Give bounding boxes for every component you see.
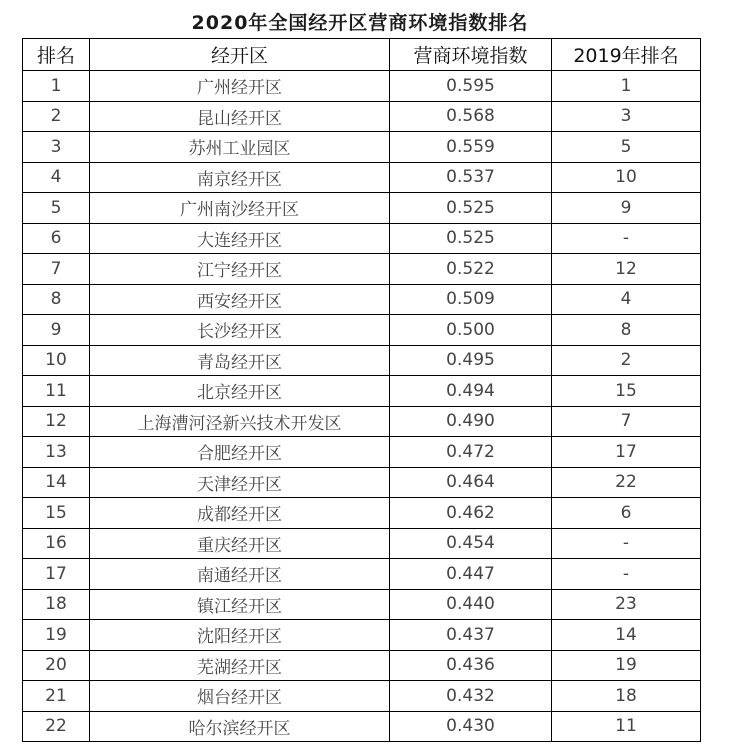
cell-rank-2019: 3 <box>552 101 701 132</box>
cell-rank: 21 <box>23 681 90 712</box>
cell-index: 0.472 <box>390 437 552 468</box>
cell-index: 0.559 <box>390 132 552 163</box>
table-row <box>23 71 701 102</box>
table-row <box>23 132 701 163</box>
cell-rank: 7 <box>23 254 90 285</box>
ranking-table <box>22 38 701 742</box>
table-row <box>23 345 701 376</box>
cell-index: 0.522 <box>390 254 552 285</box>
cell-index: 0.454 <box>390 528 552 559</box>
cell-rank: 14 <box>23 467 90 498</box>
header-rank: 排名 <box>23 39 90 71</box>
cell-zone: 重庆经开区 <box>90 528 390 559</box>
table-row <box>23 376 701 407</box>
table-row <box>23 467 701 498</box>
cell-index: 0.462 <box>390 498 552 529</box>
table-row <box>23 284 701 315</box>
table-header-row <box>23 39 701 71</box>
cell-index: 0.432 <box>390 681 552 712</box>
cell-rank: 2 <box>23 101 90 132</box>
cell-rank: 13 <box>23 437 90 468</box>
cell-index: 0.494 <box>390 376 552 407</box>
cell-rank-2019: 5 <box>552 132 701 163</box>
header-index: 营商环境指数 <box>390 39 552 71</box>
table-row <box>23 711 701 742</box>
cell-rank: 16 <box>23 528 90 559</box>
table-row <box>23 406 701 437</box>
cell-rank: 10 <box>23 345 90 376</box>
cell-rank-2019: 18 <box>552 681 701 712</box>
cell-zone: 江宁经开区 <box>90 254 390 285</box>
cell-rank-2019: 17 <box>552 437 701 468</box>
cell-rank: 1 <box>23 71 90 102</box>
table-row <box>23 437 701 468</box>
cell-zone: 大连经开区 <box>90 223 390 254</box>
cell-rank-2019: 7 <box>552 406 701 437</box>
cell-rank: 5 <box>23 193 90 224</box>
cell-rank-2019: 6 <box>552 498 701 529</box>
cell-index: 0.437 <box>390 620 552 651</box>
cell-zone: 广州经开区 <box>90 71 390 102</box>
cell-index: 0.525 <box>390 223 552 254</box>
table-row <box>23 162 701 193</box>
cell-index: 0.509 <box>390 284 552 315</box>
cell-rank-2019: 8 <box>552 315 701 346</box>
cell-rank-2019: 11 <box>552 711 701 742</box>
cell-zone: 广州南沙经开区 <box>90 193 390 224</box>
cell-rank: 22 <box>23 711 90 742</box>
cell-rank-2019: 15 <box>552 376 701 407</box>
cell-zone: 南通经开区 <box>90 559 390 590</box>
cell-zone: 苏州工业园区 <box>90 132 390 163</box>
cell-zone: 南京经开区 <box>90 162 390 193</box>
cell-rank: 20 <box>23 650 90 681</box>
table-row <box>23 498 701 529</box>
cell-rank-2019: 10 <box>552 162 701 193</box>
cell-rank-2019: 23 <box>552 589 701 620</box>
table-row <box>23 315 701 346</box>
table-row <box>23 223 701 254</box>
cell-rank: 18 <box>23 589 90 620</box>
cell-zone: 西安经开区 <box>90 284 390 315</box>
cell-zone: 天津经开区 <box>90 467 390 498</box>
cell-zone: 成都经开区 <box>90 498 390 529</box>
cell-index: 0.430 <box>390 711 552 742</box>
cell-index: 0.447 <box>390 559 552 590</box>
cell-index: 0.490 <box>390 406 552 437</box>
cell-rank-2019: 2 <box>552 345 701 376</box>
cell-rank-2019: 4 <box>552 284 701 315</box>
cell-zone: 长沙经开区 <box>90 315 390 346</box>
cell-rank: 12 <box>23 406 90 437</box>
cell-zone: 镇江经开区 <box>90 589 390 620</box>
cell-rank: 4 <box>23 162 90 193</box>
header-rank-2019: 2019年排名 <box>552 39 701 71</box>
cell-rank-2019: 9 <box>552 193 701 224</box>
cell-rank: 17 <box>23 559 90 590</box>
table-row <box>23 528 701 559</box>
cell-rank-2019: 14 <box>552 620 701 651</box>
table-row <box>23 620 701 651</box>
cell-rank-2019: 12 <box>552 254 701 285</box>
cell-rank: 8 <box>23 284 90 315</box>
table-row <box>23 589 701 620</box>
cell-index: 0.537 <box>390 162 552 193</box>
cell-rank: 9 <box>23 315 90 346</box>
cell-zone: 哈尔滨经开区 <box>90 711 390 742</box>
cell-index: 0.525 <box>390 193 552 224</box>
cell-rank-2019: - <box>552 559 701 590</box>
cell-rank-2019: 19 <box>552 650 701 681</box>
cell-zone: 昆山经开区 <box>90 101 390 132</box>
cell-rank: 11 <box>23 376 90 407</box>
cell-index: 0.464 <box>390 467 552 498</box>
cell-index: 0.500 <box>390 315 552 346</box>
table-row <box>23 101 701 132</box>
cell-zone: 北京经开区 <box>90 376 390 407</box>
table-row <box>23 650 701 681</box>
table-row <box>23 254 701 285</box>
cell-rank-2019: 1 <box>552 71 701 102</box>
table-row <box>23 193 701 224</box>
cell-zone: 上海漕河泾新兴技术开发区 <box>90 406 390 437</box>
header-zone: 经开区 <box>90 39 390 71</box>
page-title: 2020年全国经开区营商环境指数排名 <box>191 12 529 34</box>
cell-zone: 芜湖经开区 <box>90 650 390 681</box>
cell-rank-2019: 22 <box>552 467 701 498</box>
cell-index: 0.436 <box>390 650 552 681</box>
cell-rank-2019: - <box>552 528 701 559</box>
cell-index: 0.495 <box>390 345 552 376</box>
cell-zone: 烟台经开区 <box>90 681 390 712</box>
cell-index: 0.568 <box>390 101 552 132</box>
cell-index: 0.440 <box>390 589 552 620</box>
cell-zone: 沈阳经开区 <box>90 620 390 651</box>
table-row <box>23 681 701 712</box>
cell-zone: 青岛经开区 <box>90 345 390 376</box>
cell-rank: 3 <box>23 132 90 163</box>
cell-rank: 6 <box>23 223 90 254</box>
cell-zone: 合肥经开区 <box>90 437 390 468</box>
cell-rank: 19 <box>23 620 90 651</box>
cell-rank-2019: - <box>552 223 701 254</box>
cell-rank: 15 <box>23 498 90 529</box>
table-row <box>23 559 701 590</box>
cell-index: 0.595 <box>390 71 552 102</box>
